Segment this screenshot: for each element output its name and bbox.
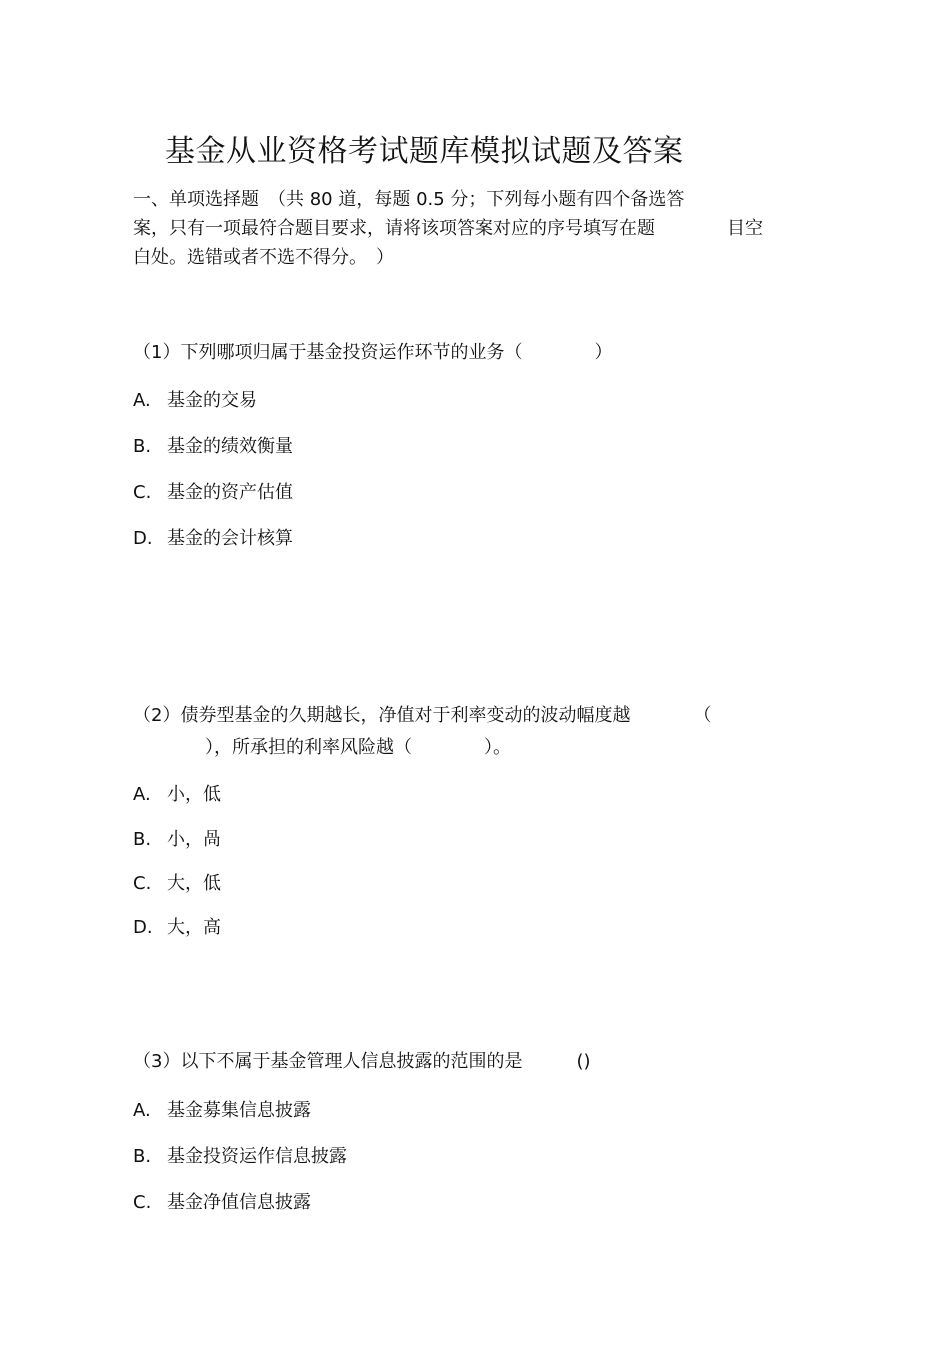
option-letter: A.	[133, 784, 151, 805]
option-text: 基金募集信息披露	[167, 1100, 311, 1121]
option-letter: D.	[133, 917, 153, 938]
option-text: 小，低	[167, 784, 221, 805]
question-3-option-a	[133, 1096, 311, 1122]
option-text: 基金投资运作信息披露	[167, 1146, 347, 1167]
option-text: 基金的会计核算	[167, 528, 293, 549]
option-text: 小，咼	[167, 829, 221, 850]
option-text: 基金净值信息披露	[167, 1192, 311, 1213]
question-2-option-a	[133, 780, 221, 806]
question-2-option-d	[133, 913, 221, 939]
question-3-option-c	[133, 1188, 311, 1214]
option-letter: B.	[133, 436, 152, 457]
option-letter: D.	[133, 528, 153, 549]
option-letter: C.	[133, 1192, 152, 1213]
option-text: 基金的资产估值	[167, 482, 293, 503]
question-1-option-b	[133, 432, 293, 458]
question-1-text: （1）下列哪项归属于基金投资运作环节的业务（ ）	[133, 342, 613, 363]
option-text: 大，高	[167, 917, 221, 938]
question-2-text-line-2: ），所承担的利率风险越（ ）。	[133, 737, 511, 758]
section-instructions-line-1: 一、单项选择题 （共 80 道，每题 0.5 分；下列每小题有四个备选答	[133, 189, 685, 210]
question-1-option-a	[133, 386, 257, 412]
document-title: 基金从业资格考试题库模拟试题及答案	[165, 134, 684, 169]
section-instructions-line-3: 白处。选错或者不选不得分。 ）	[133, 247, 394, 268]
option-text: 基金的绩效衡量	[167, 436, 293, 457]
option-letter: B.	[133, 829, 152, 850]
option-letter: B.	[133, 1146, 152, 1167]
option-letter: A.	[133, 1100, 151, 1121]
question-1-option-c	[133, 478, 293, 504]
option-letter: C.	[133, 873, 152, 894]
question-2-text-line-1: （2）债券型基金的久期越长，净值对于利率变动的波动幅度越 （	[133, 705, 712, 726]
question-2-option-b	[133, 825, 221, 851]
question-1-option-d	[133, 524, 293, 550]
option-text: 大，低	[167, 873, 221, 894]
question-3-text: （3）以下不属于基金管理人信息披露的范围的是 ()	[133, 1051, 591, 1072]
option-text: 基金的交易	[167, 390, 257, 411]
option-letter: A.	[133, 390, 151, 411]
question-3-option-b	[133, 1142, 347, 1168]
option-letter: C.	[133, 482, 152, 503]
section-instructions-line-2: 案，只有一项最符合题目要求，请将该项答案对应的序号填写在题 目空	[133, 218, 763, 239]
question-2-option-c	[133, 869, 221, 895]
